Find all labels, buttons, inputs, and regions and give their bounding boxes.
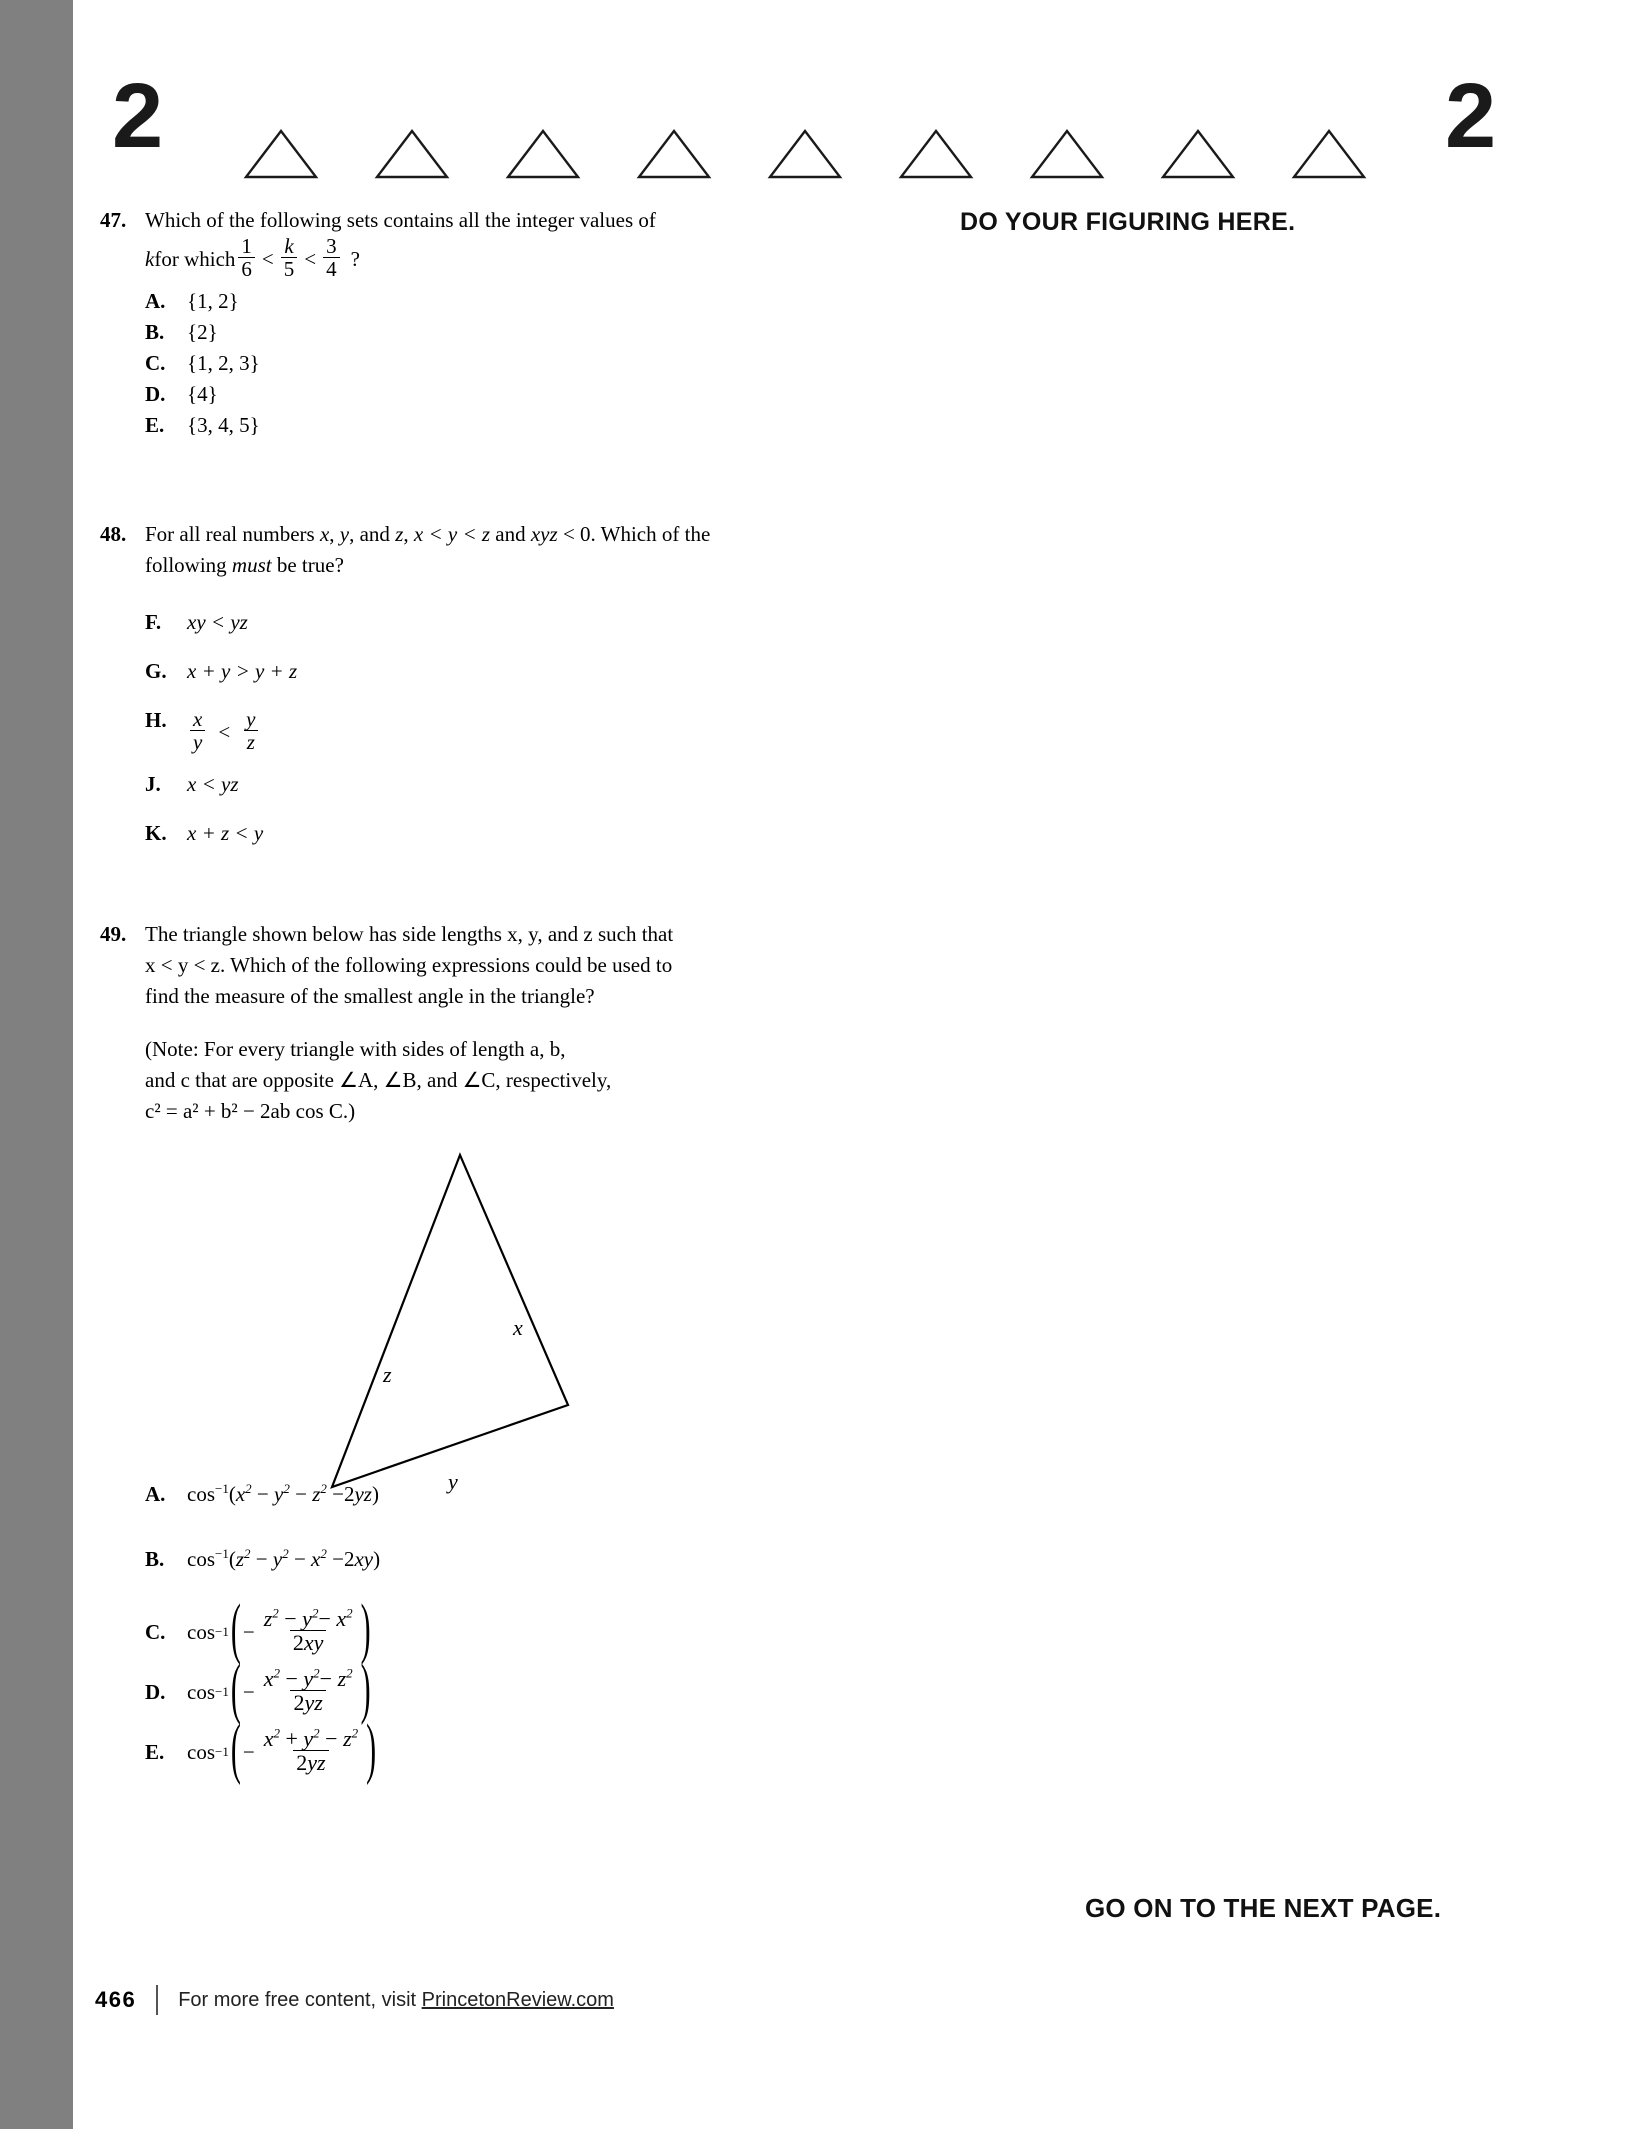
page-gutter-bar (0, 0, 73, 2129)
fraction-numerator: $x^2 + y^2 - z^2$ (263, 1725, 359, 1751)
stem-var-z: z (395, 522, 404, 546)
choice-label: B. (145, 1547, 165, 1571)
go-on-to-next-page-label: GO ON TO THE NEXT PAGE. (1085, 1893, 1442, 1923)
choice-49-E[interactable] (100, 1711, 780, 1786)
footer-divider (156, 1985, 158, 2015)
triangle-figure (100, 1137, 780, 1497)
choice-text: cos −1 ( − $\frac{x^2 - y^2- z^2}{2yz}$ ) (187, 1651, 371, 1726)
question-47-number: 47. (100, 208, 127, 232)
footer-text-prefix: For more free content, visit (178, 1988, 422, 2011)
stem-part-1: For all real numbers (145, 522, 320, 546)
choice-49-C[interactable] (100, 1591, 780, 1666)
triangle-icon (374, 128, 450, 180)
question-column (100, 205, 780, 1786)
question-49-note (145, 1034, 780, 1127)
stem-part-6: < 0. Which of the following (145, 522, 711, 577)
fraction-numerator: k (284, 234, 294, 258)
triangle-icon (1160, 128, 1236, 180)
section-number-left: 2 (112, 65, 162, 167)
triangle-icon (636, 128, 712, 180)
choice-label: H. (145, 708, 167, 732)
triangle-label-x: x (513, 1315, 523, 1340)
section-number-right: 2 (1445, 65, 1495, 167)
stem-part-7: be true? (271, 553, 344, 577)
choice-47-E[interactable] (100, 410, 780, 441)
page-footer (95, 1985, 614, 2015)
choice-48-F[interactable] (100, 607, 780, 638)
triangle-diagram-svg (100, 1137, 780, 1497)
stem-inequality-2: xyz (530, 522, 558, 546)
question-49-number: 49. (100, 922, 127, 946)
triangle-label-y: y (448, 1469, 458, 1494)
triangle-icon (898, 128, 974, 180)
choice-text: {2} (187, 320, 218, 344)
stem-part-5: and (490, 522, 531, 546)
relation-lt-2: < (304, 246, 317, 271)
choice-47-D[interactable] (100, 379, 780, 410)
choice-text (187, 709, 780, 755)
triangle-shape (332, 1155, 568, 1487)
stem-part-2: , (329, 522, 340, 546)
question-49 (100, 919, 780, 1786)
choice-label: A. (145, 1482, 166, 1506)
choice-text: {1, 2, 3} (187, 351, 260, 375)
choice-text: xy < yz (187, 610, 248, 634)
fraction-denominator: 6 (238, 257, 255, 281)
fraction-numerator: $x^2 - y^2- z^2$ (263, 1665, 353, 1691)
question-49-stem-line2: x < y < z. Which of the following expressions could be used to (145, 953, 673, 977)
relation-lt: < (218, 719, 231, 744)
fraction-denominator: y (190, 730, 205, 754)
stem-var-x: x (319, 522, 330, 546)
footer-link[interactable]: PrincetonReview.com (421, 1988, 614, 2011)
fraction-D (261, 1665, 356, 1715)
question-47-stem-suffix: ? (350, 246, 360, 271)
question-49-choices (100, 1479, 780, 1786)
question-47-stem (145, 205, 780, 282)
fraction-denominator: 2xy (290, 1630, 327, 1654)
fraction-E (261, 1725, 361, 1775)
question-47-stem-line1: Which of the following sets contains all the integer values of (145, 208, 656, 232)
choice-49-D[interactable] (100, 1651, 780, 1726)
fraction-C (261, 1605, 356, 1655)
triangle-label-z: z (383, 1362, 392, 1387)
choice-text: {4} (187, 382, 218, 406)
choice-label: F. (145, 610, 162, 634)
choice-label: C. (145, 1619, 166, 1644)
relation-lt-1: < (261, 246, 274, 271)
fraction-denominator: 4 (323, 257, 340, 281)
triangle-icon (505, 128, 581, 180)
choice-text: x + y > y + z (187, 659, 298, 683)
fraction-denominator: z (244, 730, 258, 754)
choice-48-G[interactable] (100, 656, 780, 687)
stem-emphasis: must (231, 553, 272, 577)
note-line2: and c that are opposite ∠A, ∠B, and ∠C, respectively, (145, 1068, 612, 1092)
question-48-number: 48. (100, 522, 127, 546)
fraction-denominator: 5 (281, 257, 298, 281)
fraction-three-fourths (323, 235, 340, 281)
choice-label: D. (145, 382, 166, 406)
choice-label: B. (145, 320, 165, 344)
choice-48-K[interactable] (100, 818, 780, 849)
stem-var-y: y (339, 522, 350, 546)
triangle-divider-row (243, 128, 1443, 188)
choice-label: C. (145, 351, 166, 375)
choice-label: G. (145, 659, 167, 683)
do-your-figuring-label: DO YOUR FIGURING HERE. (960, 208, 1296, 236)
choice-label: K. (145, 821, 167, 845)
choice-label: J. (145, 772, 161, 796)
choice-label: A. (145, 289, 166, 313)
choice-text: $\cos^{-1}(x^2 - y^2 - z^2 -2yz)$ (187, 1481, 379, 1506)
question-48 (100, 519, 780, 849)
fraction-denominator: 2yz (293, 1750, 328, 1774)
choice-47-B[interactable] (100, 317, 780, 348)
footer-text (178, 1989, 614, 2012)
fraction-denominator: 2yz (290, 1690, 325, 1714)
fraction-numerator: 1 (241, 234, 252, 258)
page-header (73, 50, 1640, 167)
question-49-stem-line1: The triangle shown below has side lengths x, y, and z such that (145, 922, 674, 946)
page-number: 466 (95, 1987, 137, 2012)
choice-text: cos −1 ( − $\frac{x^2 + y^2 - z^2}{2yz}$ ) (187, 1711, 377, 1786)
question-47 (100, 205, 780, 441)
fraction-numerator: x (193, 707, 203, 731)
fraction-numerator: 3 (326, 234, 337, 258)
choice-text: $\cos^{-1}(z^2 - y^2 - x^2 -2xy)$ (187, 1546, 381, 1571)
note-line3: c² = a² + b² − 2ab cos C.) (145, 1099, 356, 1123)
choice-text: {3, 4, 5} (187, 413, 260, 437)
choice-label: D. (145, 1679, 166, 1704)
choice-48-H[interactable] (100, 705, 780, 755)
question-49-stem (145, 919, 780, 1012)
fraction-y-over-z (243, 708, 258, 754)
question-47-stem-mid: for which (154, 246, 236, 271)
triangle-icon (243, 128, 319, 180)
triangle-icon (1291, 128, 1367, 180)
note-line1: (Note: For every triangle with sides of length a, b, (145, 1037, 566, 1061)
choice-text: {1, 2} (187, 289, 239, 313)
choice-47-A[interactable] (100, 286, 780, 317)
triangle-icon (1029, 128, 1105, 180)
stem-part-3: , and (349, 522, 396, 546)
choice-label: E. (145, 1739, 165, 1764)
question-49-stem-line3: find the measure of the smallest angle in the triangle? (145, 984, 595, 1008)
triangle-icon (767, 128, 843, 180)
choice-text: cos −1 ( − $\frac{z^2 - y^2- x^2}{2xy}$ ) (187, 1591, 371, 1666)
choice-47-C[interactable] (100, 348, 780, 379)
choice-48-J[interactable] (100, 769, 780, 800)
fraction-numerator: $z^2 - y^2- x^2$ (263, 1605, 353, 1631)
choice-label: E. (145, 413, 165, 437)
stem-part-4: , (403, 522, 414, 546)
fraction-one-sixth (238, 235, 255, 281)
fraction-x-over-y (190, 708, 205, 754)
fraction-numerator: y (246, 707, 256, 731)
question-48-choices (100, 607, 780, 849)
fraction-k-over-five (281, 235, 298, 281)
question-48-stem (145, 519, 780, 581)
choice-49-B[interactable] (100, 1544, 780, 1575)
question-47-variable: k (145, 246, 155, 271)
choice-text: x + z < y (187, 821, 264, 845)
choice-text: x < yz (187, 772, 239, 796)
stem-inequality-1: x < y < z (413, 522, 491, 546)
question-47-choices (100, 286, 780, 441)
